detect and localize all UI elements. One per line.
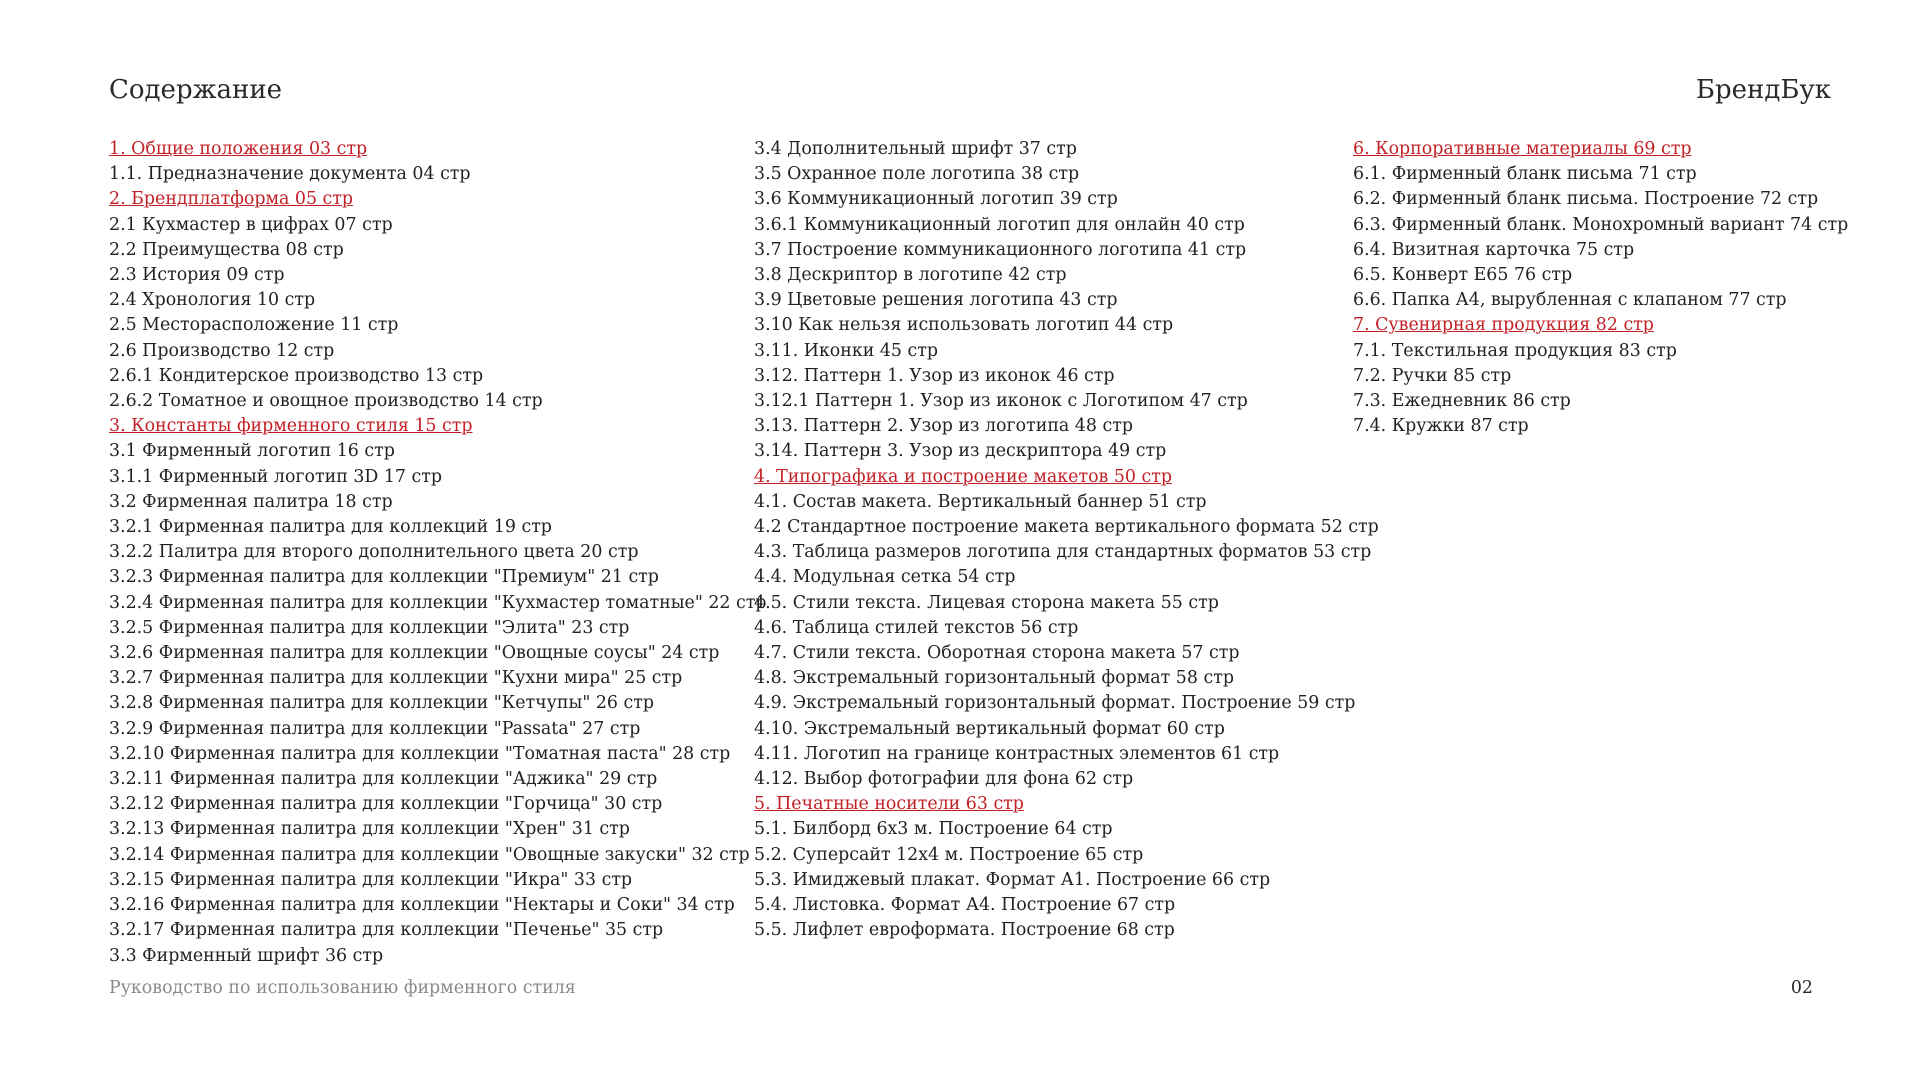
- toc-entry: 4.5. Стили текста. Лицевая сторона макета 55 стр: [754, 592, 1219, 613]
- toc-entry: 4.2 Стандартное построение макета вертикального формата 52 стр: [754, 517, 1379, 538]
- toc-entry: 3.2.15 Фирменная палитра для коллекции "Икра" 33 стр: [109, 869, 633, 890]
- toc-entry: 2.2 Преимущества 08 стр: [109, 239, 344, 260]
- toc-entry: 3.8 Дескриптор в логотипе 42 стр: [754, 265, 1067, 286]
- toc-entry: 3.2.3 Фирменная палитра для коллекции "Премиум" 21 стр: [109, 567, 659, 588]
- toc-entry: 4.4. Модульная сетка 54 стр: [754, 567, 1016, 588]
- toc-entry: 4.10. Экстремальный вертикальный формат 60 стр: [754, 718, 1225, 739]
- toc-entry: 1.1. Предназначение документа 04 стр: [109, 164, 471, 185]
- toc-entry: 4.9. Экстремальный горизонтальный формат. Построение 59 стр: [754, 693, 1356, 714]
- toc-entry: 4.12. Выбор фотографии для фона 62 стр: [754, 769, 1134, 790]
- toc-entry: 3.2.11 Фирменная палитра для коллекции "Аджика" 29 стр: [109, 769, 658, 790]
- toc-entry: 3.1 Фирменный логотип 16 стр: [109, 441, 395, 462]
- toc-entry: 5.2. Суперсайт 12х4 м. Построение 65 стр: [754, 844, 1144, 865]
- toc-entry: 6.6. Папка А4, вырубленная с клапаном 77 стр: [1353, 290, 1787, 311]
- toc-entry: 5.5. Лифлет евроформата. Построение 68 стр: [754, 920, 1175, 941]
- toc-entry: 3.2 Фирменная палитра 18 стр: [109, 491, 393, 512]
- toc-entry: 7.2. Ручки 85 стр: [1353, 365, 1512, 386]
- toc-entry: 3.2.5 Фирменная палитра для коллекции "Элита" 23 стр: [109, 617, 630, 638]
- toc-entry: 6.5. Конверт Е65 76 стр: [1353, 265, 1573, 286]
- toc-column-1: [109, 137, 767, 969]
- toc-entry: 3.4 Дополнительный шрифт 37 стр: [754, 139, 1077, 159]
- toc-section-link[interactable]: 1. Общие положения 03 стр: [109, 139, 368, 159]
- toc-entry: 6.2. Фирменный бланк письма. Построение 72 стр: [1353, 189, 1819, 210]
- toc-entry: 3.2.10 Фирменная палитра для коллекции "Томатная паста" 28 стр: [109, 743, 731, 764]
- toc-entry: 6.1. Фирменный бланк письма 71 стр: [1353, 164, 1697, 185]
- toc-entry: 2.6 Производство 12 стр: [109, 340, 335, 361]
- toc-entry: 3.5 Охранное поле логотипа 38 стр: [754, 164, 1080, 185]
- toc-entry: 3.13. Паттерн 2. Узор из логотипа 48 стр: [754, 416, 1133, 437]
- page-title: Содержание: [109, 75, 283, 105]
- toc-entry: 7.4. Кружки 87 стр: [1353, 416, 1529, 437]
- toc-entry: 3.2.14 Фирменная палитра для коллекции "Овощные закуски" 32 стр: [109, 844, 750, 865]
- toc-entry: 5.4. Листовка. Формат А4. Построение 67 стр: [754, 895, 1176, 916]
- toc-entry: 6.4. Визитная карточка 75 стр: [1353, 239, 1635, 260]
- toc-entry: 5.1. Билборд 6х3 м. Построение 64 стр: [754, 819, 1113, 840]
- toc-entry: 3.12. Паттерн 1. Узор из иконок 46 стр: [754, 365, 1115, 386]
- toc-entry: 3.10 Как нельзя использовать логотип 44 стр: [754, 315, 1174, 336]
- toc-entry: 2.1 Кухмастер в цифрах 07 стр: [109, 214, 393, 235]
- toc-section-link[interactable]: 3. Константы фирменного стиля 15 стр: [109, 416, 473, 437]
- toc-section-link[interactable]: 4. Типографика и построение макетов 50 стр: [754, 466, 1173, 487]
- toc-column-3: [1353, 137, 1848, 439]
- footer-note: Руководство по использованию фирменного стиля: [109, 978, 576, 998]
- toc-entry: 4.7. Стили текста. Оборотная сторона макета 57 стр: [754, 643, 1240, 664]
- brand-name: БрендБук: [1695, 75, 1831, 105]
- toc-entry: 3.7 Построение коммуникационного логотипа 41 стр: [754, 239, 1247, 260]
- toc-entry: 4.8. Экстремальный горизонтальный формат 58 стр: [754, 668, 1234, 689]
- toc-entry: 4.3. Таблица размеров логотипа для стандартных форматов 53 стр: [754, 542, 1372, 563]
- toc-entry: 2.3 История 09 стр: [109, 265, 285, 286]
- toc-entry: 4.6. Таблица стилей текстов 56 стр: [754, 617, 1079, 638]
- toc-entry: 5.3. Имиджевый плакат. Формат А1. Построение 66 стр: [754, 869, 1271, 890]
- toc-entry: 7.1. Текстильная продукция 83 стр: [1353, 340, 1677, 361]
- toc-entry: 3.1.1 Фирменный логотип 3D 17 стр: [109, 466, 443, 487]
- toc-entry: 2.4 Хронология 10 стр: [109, 290, 316, 311]
- toc-section-link[interactable]: 5. Печатные носители 63 стр: [754, 794, 1024, 815]
- toc-entry: 6.3. Фирменный бланк. Монохромный вариант 74 стр: [1353, 214, 1849, 235]
- toc-entry: 2.5 Месторасположение 11 стр: [109, 315, 399, 336]
- toc-entry: 3.9 Цветовые решения логотипа 43 стр: [754, 290, 1118, 311]
- toc-section-link[interactable]: 6. Корпоративные материалы 69 стр: [1353, 139, 1692, 159]
- toc-entry: 3.6.1 Коммуникационный логотип для онлайн 40 стр: [754, 214, 1245, 235]
- toc-entry: 2.6.1 Кондитерское производство 13 стр: [109, 365, 484, 386]
- toc-entry: 3.11. Иконки 45 стр: [754, 340, 939, 361]
- toc-entry: 4.1. Состав макета. Вертикальный баннер 51 стр: [754, 491, 1207, 512]
- toc-entry: 3.2.9 Фирменная палитра для коллекции "Passata" 27 стр: [109, 718, 641, 739]
- toc-section-link[interactable]: 2. Брендплатформа 05 стр: [109, 189, 354, 210]
- toc-entry: 3.2.4 Фирменная палитра для коллекции "Кухмастер томатные" 22 стр: [109, 592, 767, 613]
- toc-entry: 2.6.2 Томатное и овощное производство 14 стр: [109, 391, 543, 412]
- toc-entry: 7.3. Ежедневник 86 стр: [1353, 391, 1571, 412]
- toc-entry: 4.11. Логотип на границе контрастных элементов 61 стр: [754, 743, 1280, 764]
- toc-entry: 3.2.6 Фирменная палитра для коллекции "Овощные соусы" 24 стр: [109, 643, 720, 664]
- toc-entry: 3.2.17 Фирменная палитра для коллекции "Печенье" 35 стр: [109, 920, 664, 941]
- toc-entry: 3.2.13 Фирменная палитра для коллекции "Хрен" 31 стр: [109, 819, 630, 840]
- toc-entry: 3.6 Коммуникационный логотип 39 стр: [754, 189, 1118, 210]
- toc-entry: 3.2.7 Фирменная палитра для коллекции "Кухни мира" 25 стр: [109, 668, 683, 689]
- toc-entry: 3.12.1 Паттерн 1. Узор из иконок с Логотипом 47 стр: [754, 391, 1248, 412]
- toc-entry: 3.2.8 Фирменная палитра для коллекции "Кетчупы" 26 стр: [109, 693, 655, 714]
- toc-entry: 3.2.12 Фирменная палитра для коллекции "Горчица" 30 стр: [109, 794, 663, 815]
- page-number: 02: [1790, 978, 1813, 998]
- toc-entry: 3.2.16 Фирменная палитра для коллекции "Нектары и Соки" 34 стр: [109, 895, 735, 916]
- toc-section-link[interactable]: 7. Сувенирная продукция 82 стр: [1353, 315, 1654, 336]
- toc-entry: 3.14. Паттерн 3. Узор из дескриптора 49 стр: [754, 441, 1167, 462]
- toc-entry: 3.2.2 Палитра для второго дополнительного цвета 20 стр: [109, 542, 639, 563]
- toc-entry: 3.2.1 Фирменная палитра для коллекций 19 стр: [109, 517, 552, 538]
- toc-column-2: [754, 137, 1379, 944]
- toc-entry: 3.3 Фирменный шрифт 36 стр: [109, 945, 384, 966]
